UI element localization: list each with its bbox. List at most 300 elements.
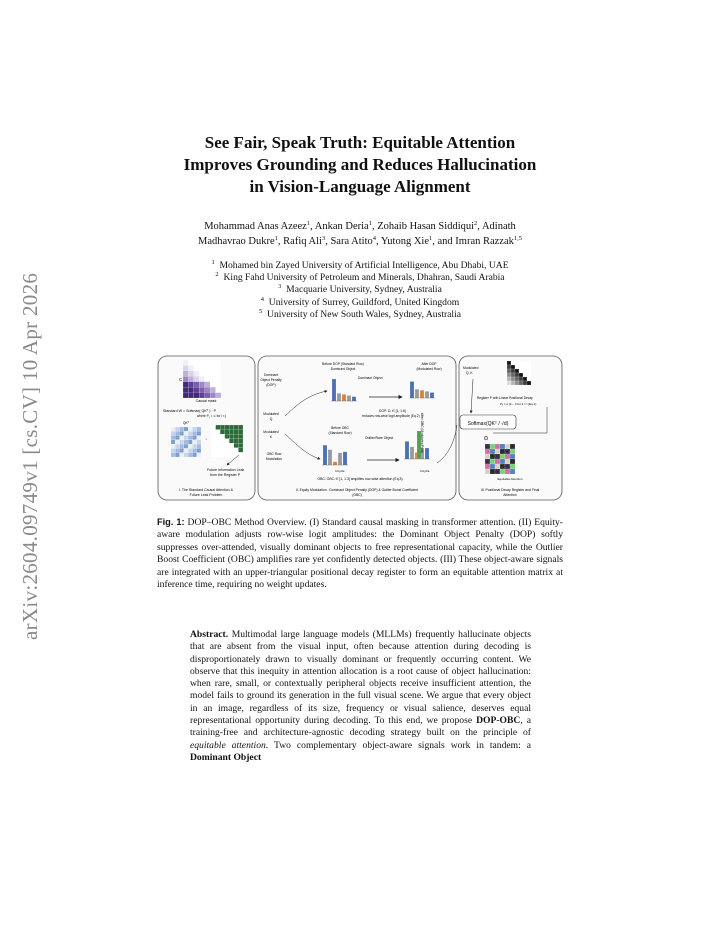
grid-cell [238, 443, 243, 448]
grid-cell [183, 376, 188, 381]
svg-text:Outlier/Rare Object: Outlier/Rare Object [365, 436, 394, 440]
chart-bar [343, 452, 347, 465]
abstract: Abstract. Multimodal large language models (MLLMs) frequently hallucinate objects that are absent from the visual input, often because attention during decoding is disproportionately drawn to visually dominant or frequently occurring content. We observe that this inequity in attention allocation is a root cause of object hallucination: when rare, small, or contextually peripheral objects receive insufficient attention, the model fails to ground its generation in the full visual scene. We argue that every object in an image, regardless of its size, frequency or visual salience, deserves equal representational opportunity during decoding. To this end, we propose DOP-OBC, a training-free and architecture-agnostic decoding strategy built on the principle of equitable attention. Two complementary object-aware signals work in tandem: a Dominant Object [190, 629, 531, 763]
method-name: DOP-OBC [476, 715, 521, 727]
grid-cell [205, 376, 210, 381]
grid-cell [510, 449, 515, 454]
grid-cell [188, 427, 192, 431]
panel-title: (OBC) [352, 493, 362, 497]
grid-cell [238, 452, 243, 457]
grid-cell [234, 425, 239, 430]
grid-cell [225, 448, 230, 453]
grid-cell [490, 464, 495, 469]
grid-cell [194, 376, 199, 381]
svg-text:Dominant Object: Dominant Object [358, 376, 383, 380]
svg-text:Object Penalty: Object Penalty [260, 378, 282, 382]
causal-mask-label: Causal mask [195, 399, 217, 403]
grid-cell [511, 373, 515, 377]
grid-cell [188, 431, 192, 435]
grid-cell [234, 439, 239, 444]
abstract-label: Abstract. [190, 629, 229, 640]
grid-cell [220, 430, 225, 435]
grid-cell [519, 377, 523, 381]
future-leak-label: Future Information Leak [207, 468, 245, 472]
svg-text:OBC: OBCᵢ ∈ [1, 1.3] amplifies: OBC: OBCᵢ ∈ [1, 1.3] amplifies row-wise attention (Eq.3) [317, 477, 403, 481]
grid-cell [210, 387, 215, 392]
grid-cell [197, 444, 201, 448]
grid-cell [511, 365, 515, 369]
grid-cell [171, 453, 175, 457]
grid-cell [216, 443, 221, 448]
grid-cell [171, 448, 175, 452]
grid-cell [216, 452, 221, 457]
svg-text:bicycle: bicycle [335, 469, 345, 473]
grid-cell [211, 443, 216, 448]
grid-cell [180, 444, 184, 448]
grid-cell [225, 430, 230, 435]
grid-cell [500, 454, 505, 459]
panel-causal-attention [158, 356, 255, 500]
grid-cell [485, 444, 490, 449]
author-list [150, 219, 570, 249]
grid-cell [184, 448, 188, 452]
grid-cell [184, 453, 188, 457]
svg-text:Dominant: Dominant [263, 373, 279, 377]
grid-cell [507, 377, 511, 381]
grid-cell [180, 431, 184, 435]
affiliation: $^5$ University of New South Wales, Sydney, Australia [258, 307, 462, 320]
grid-cell [175, 431, 179, 435]
grid-cell [188, 387, 193, 392]
grid-cell [500, 469, 505, 474]
chart-bar [328, 450, 332, 465]
grid-cell [495, 464, 500, 469]
grid-cell [507, 365, 511, 369]
grid-cell [199, 365, 204, 370]
panel-title: Attention [503, 493, 517, 497]
grid-cell [229, 443, 234, 448]
grid-cell [507, 361, 511, 365]
grid-cell [220, 434, 225, 439]
grid-cell [225, 452, 230, 457]
grid-cell [210, 393, 215, 398]
grid-cell [194, 360, 199, 365]
grid-cell [523, 361, 527, 365]
grid-cell [220, 452, 225, 457]
grid-cell [199, 387, 204, 392]
affiliation: $^1$ Mohamed bin Zayed University of Artificial Intelligence, Abu Dhabi, UAE [211, 259, 509, 271]
grid-cell [510, 454, 515, 459]
grid-cell [490, 469, 495, 474]
decay-register-grid [507, 361, 531, 385]
qk-label: QKᵀ [183, 421, 189, 425]
chart-bar [332, 379, 336, 401]
grid-cell [184, 436, 188, 440]
grid-cell [192, 436, 196, 440]
grid-cell [515, 381, 519, 385]
affiliation-list [150, 260, 570, 321]
grid-cell [216, 365, 221, 370]
grid-cell [211, 452, 216, 457]
grid-cell [216, 393, 221, 398]
grid-cell [523, 369, 527, 373]
future-leak-label: from the Register P [210, 473, 241, 477]
grid-cell [211, 448, 216, 453]
grid-cell [199, 393, 204, 398]
grid-cell [216, 439, 221, 444]
svg-text:Q: Q [269, 417, 273, 421]
grid-cell [505, 459, 510, 464]
svg-text:Equitable Attention: Equitable Attention [497, 477, 523, 481]
grid-cell [188, 376, 193, 381]
grid-cell [527, 381, 531, 385]
grid-cell [210, 360, 215, 365]
grid-cell [180, 427, 184, 431]
grid-cell [205, 382, 210, 387]
svg-text:(Standard Row): (Standard Row) [328, 431, 352, 435]
grid-cell [192, 431, 196, 435]
grid-cell [229, 448, 234, 453]
grid-cell [211, 434, 216, 439]
grid-cell [199, 382, 204, 387]
grid-cell [183, 387, 188, 392]
grid-cell [188, 453, 192, 457]
grid-cell [220, 448, 225, 453]
grid-cell [205, 371, 210, 376]
chart-bar [410, 447, 414, 459]
grid-cell [192, 427, 196, 431]
grid-cell [234, 430, 239, 435]
chart-bar [323, 445, 327, 465]
grid-cell [485, 459, 490, 464]
grid-cell [188, 371, 193, 376]
grid-cell [505, 449, 510, 454]
grid-cell [184, 444, 188, 448]
chart-bar [425, 391, 429, 398]
grid-cell [197, 448, 201, 452]
grid-cell [238, 439, 243, 444]
svg-text:Modulated: Modulated [263, 412, 279, 416]
grid-cell [229, 452, 234, 457]
grid-cell [229, 430, 234, 435]
grid-cell [194, 365, 199, 370]
grid-cell [220, 443, 225, 448]
caption-label: Fig. 1: [157, 517, 185, 527]
panel-title: II. Equity Modulation : Dominant Object Penalty (DOP) & Outlier Boost Coefficient [295, 488, 419, 492]
affiliation: $^3$ Macquarie University, Sydney, Australia [278, 283, 442, 296]
grid-cell [216, 360, 221, 365]
grid-cell [175, 436, 179, 440]
svg-text:(DOP): (DOP) [266, 383, 276, 387]
qk-attention-grid [171, 427, 201, 457]
grid-cell [194, 371, 199, 376]
grid-cell [511, 369, 515, 373]
grid-cell [205, 360, 210, 365]
chart-bar [430, 393, 434, 399]
principle-term: equitable attention [190, 739, 266, 751]
chart-bar [420, 390, 424, 398]
grid-cell [184, 427, 188, 431]
grid-cell [225, 425, 230, 430]
chart-bar [410, 382, 414, 399]
svg-text:K: K [269, 435, 273, 439]
svg-text:Before OBC: Before OBC [331, 426, 349, 430]
grid-cell [495, 444, 500, 449]
grid-cell [188, 448, 192, 452]
grid-cell [175, 440, 179, 444]
standard-formula: Standard W = Softmax( QKᵀ ) · P [163, 409, 216, 413]
grid-cell [510, 464, 515, 469]
grid-cell [216, 376, 221, 381]
dot-operator: · [205, 436, 208, 443]
grid-cell [238, 434, 243, 439]
grid-cell [505, 469, 510, 474]
grid-cell [183, 382, 188, 387]
grid-cell [183, 360, 188, 365]
grid-cell [527, 377, 531, 381]
svg-text:Register P with Linear Positio: Register P with Linear Positional Decay [477, 396, 533, 400]
grid-cell [519, 381, 523, 385]
grid-cell [238, 425, 243, 430]
grid-cell [211, 439, 216, 444]
grid-cell [216, 382, 221, 387]
chart-bar [338, 453, 342, 465]
grid-cell [180, 440, 184, 444]
grid-cell [490, 459, 495, 464]
grid-cell [192, 453, 196, 457]
grid-cell [192, 440, 196, 444]
grid-cell [523, 377, 527, 381]
grid-cell [205, 365, 210, 370]
grid-cell [490, 454, 495, 459]
grid-cell [199, 360, 204, 365]
equitable-attention-grid [485, 444, 515, 474]
svg-text:Dominant Object: Dominant Object [330, 367, 356, 371]
grid-cell [511, 361, 515, 365]
softmax-box-label: Softmax(QKᵀ / √d) [467, 421, 509, 427]
grid-cell [229, 439, 234, 444]
grid-cell [229, 434, 234, 439]
panel-title: Future Leak Problem [189, 493, 223, 497]
grid-cell [505, 444, 510, 449]
method-overview-figure [157, 355, 563, 501]
grid-cell [205, 393, 210, 398]
grid-cell [216, 434, 221, 439]
grid-cell [183, 393, 188, 398]
svg-text:OBC Row: OBC Row [266, 452, 282, 456]
grid-cell [171, 431, 175, 435]
grid-cell [197, 436, 201, 440]
grid-cell [188, 365, 193, 370]
arxiv-identifier: arXiv:2604.09749v1 [cs.CV] 10 Apr 2026 [18, 272, 42, 640]
affiliation: $^2$ King Fahd University of Petroleum and Minerals, Dhahran, Saudi Arabia [215, 271, 505, 284]
grid-cell [485, 454, 490, 459]
grid-cell [171, 436, 175, 440]
grid-cell [495, 454, 500, 459]
grid-cell [515, 365, 519, 369]
grid-cell [216, 387, 221, 392]
grid-cell [194, 382, 199, 387]
grid-cell [171, 427, 175, 431]
svg-text:(Modulated Row): (Modulated Row) [416, 367, 442, 371]
grid-cell [527, 365, 531, 369]
grid-cell [175, 453, 179, 457]
chart-bar [352, 397, 356, 401]
grid-cell [523, 365, 527, 369]
svg-text:DOP: Dᵢ ∈ [1, 1.6]: DOP: Dᵢ ∈ [1, 1.6] [379, 409, 406, 413]
grid-cell [495, 449, 500, 454]
grid-cell [238, 430, 243, 435]
register-p-grid [211, 425, 243, 457]
grid-cell [192, 448, 196, 452]
grid-cell [175, 444, 179, 448]
panel-equity-modulation [258, 356, 457, 500]
grid-cell [523, 373, 527, 377]
svg-text:Modulated: Modulated [263, 430, 279, 434]
author-line-2: Madhavrao Dukre$^1$, Rafiq Ali$^3$, Sara Atito$^4$, Yutong Xie$^1$, and Imran Razzak$^{1,5}$ [197, 235, 523, 247]
grid-cell [210, 371, 215, 376]
grid-cell [511, 381, 515, 385]
grid-cell [515, 377, 519, 381]
grid-cell [500, 449, 505, 454]
grid-cell [510, 444, 515, 449]
grid-cell [507, 373, 511, 377]
grid-cell [188, 393, 193, 398]
grid-cell [216, 371, 221, 376]
svg-text:Pᵢⱼ = α (k − l) for k > l (Eq: Pᵢⱼ = α (k − l) for k > l (Eq 1) [500, 402, 537, 406]
causal-mask-grid [183, 360, 221, 398]
grid-cell [175, 427, 179, 431]
svg-text:reduces row-wise logit amplitu: reduces row-wise logit amplitude (Eq.2) [362, 414, 420, 418]
grid-cell [225, 434, 230, 439]
grid-cell [199, 376, 204, 381]
panel-title: I. The Standard Causal Attention & [179, 488, 233, 492]
grid-cell [510, 469, 515, 474]
svg-text:⊙: ⊙ [483, 436, 489, 442]
title-line: See Fair, Speak Truth: Equitable Attention [204, 133, 516, 152]
grid-cell [234, 443, 239, 448]
grid-cell [188, 382, 193, 387]
grid-cell [507, 381, 511, 385]
grid-cell [210, 376, 215, 381]
grid-cell [234, 434, 239, 439]
svg-text:bicycle: bicycle [420, 469, 430, 473]
svg-text:After DOP: After DOP [421, 362, 437, 366]
grid-cell [519, 361, 523, 365]
grid-cell [180, 448, 184, 452]
grid-cell [216, 430, 221, 435]
grid-cell [515, 369, 519, 373]
figure-caption [157, 516, 563, 591]
grid-cell [188, 360, 193, 365]
grid-cell [210, 382, 215, 387]
grid-cell [527, 361, 531, 365]
grid-cell [490, 444, 495, 449]
grid-cell [500, 459, 505, 464]
grid-cell [211, 425, 216, 430]
chart-bar [415, 389, 419, 398]
grid-cell [485, 449, 490, 454]
chart-bar [333, 462, 337, 465]
chart-bar [342, 394, 346, 401]
grid-cell [205, 387, 210, 392]
grid-cell [510, 459, 515, 464]
title-line: Improves Grounding and Reduces Hallucination [183, 155, 537, 174]
grid-cell [194, 387, 199, 392]
grid-cell [238, 448, 243, 453]
grid-cell [500, 444, 505, 449]
grid-cell [197, 440, 201, 444]
svg-text:Modulation: Modulation [265, 457, 283, 461]
grid-cell [495, 459, 500, 464]
panel-title: III. Positional Decay Register and Final [480, 488, 540, 492]
grid-cell [505, 454, 510, 459]
grid-cell [485, 469, 490, 474]
affiliation: $^4$ University of Surrey, Guildford, United Kingdom [260, 295, 460, 308]
svg-text:Q, K: Q, K [466, 371, 473, 375]
grid-cell [197, 431, 201, 435]
grid-cell [183, 371, 188, 376]
grid-cell [220, 425, 225, 430]
grid-cell [229, 425, 234, 430]
grid-cell [180, 436, 184, 440]
grid-cell [507, 369, 511, 373]
svg-text:Modulated: Modulated [463, 366, 479, 370]
grid-cell [511, 377, 515, 381]
grid-cell [210, 365, 215, 370]
grid-cell [225, 443, 230, 448]
grid-cell [527, 373, 531, 377]
panel-positional-decay [459, 356, 562, 500]
grid-cell [188, 436, 192, 440]
grid-cell [234, 448, 239, 453]
chart-bar [337, 393, 341, 401]
grid-cell [220, 439, 225, 444]
grid-cell [188, 440, 192, 444]
grid-cell [519, 373, 523, 377]
grid-cell [211, 430, 216, 435]
grid-cell [184, 431, 188, 435]
grid-cell [515, 361, 519, 365]
grid-cell [192, 444, 196, 448]
chart-bar [347, 396, 351, 402]
grid-cell [505, 464, 510, 469]
chart-bar [405, 441, 409, 459]
grid-cell [188, 444, 192, 448]
title-line: in Vision-Language Alignment [249, 177, 471, 196]
grid-cell [500, 464, 505, 469]
after-obc-label: After OBC (Modulated Row) [420, 413, 424, 453]
grid-cell [194, 393, 199, 398]
author-line-1: Mohammad Anas Azeez$^1$, Ankan Deria$^1$, Zohaib Hasan Siddiqui$^2$, Adinath [204, 220, 516, 232]
grid-cell [175, 448, 179, 452]
grid-cell [485, 464, 490, 469]
grid-cell [197, 427, 201, 431]
grid-cell [495, 469, 500, 474]
grid-cell [216, 448, 221, 453]
paper-title [150, 132, 570, 198]
caption-text: DOP–OBC Method Overview. (I) Standard causal masking in transformer attention. (II) Equity-aware modulation adjusts row-wise logit amplitudes: the Dominant Object Penalty (DOP) softly suppresses over-attended, visually dominant objects to free representational capacity, while the Outlier Boost Coefficient (OBC) amplifies rare yet confidently detected objects. (III) These object-aware signals are integrated with an upper-triangular positional decay register to form an equitable attention matrix at inference time, requiring no weight updates. [157, 517, 563, 591]
grid-cell [225, 439, 230, 444]
svg-text:Before DOP (Standard Row): Before DOP (Standard Row) [322, 362, 364, 366]
grid-cell [523, 381, 527, 385]
grid-cell [490, 449, 495, 454]
grid-cell [519, 369, 523, 373]
grid-cell [216, 425, 221, 430]
chart-bar [425, 448, 429, 459]
grid-cell [180, 453, 184, 457]
c-label: C [179, 377, 183, 382]
